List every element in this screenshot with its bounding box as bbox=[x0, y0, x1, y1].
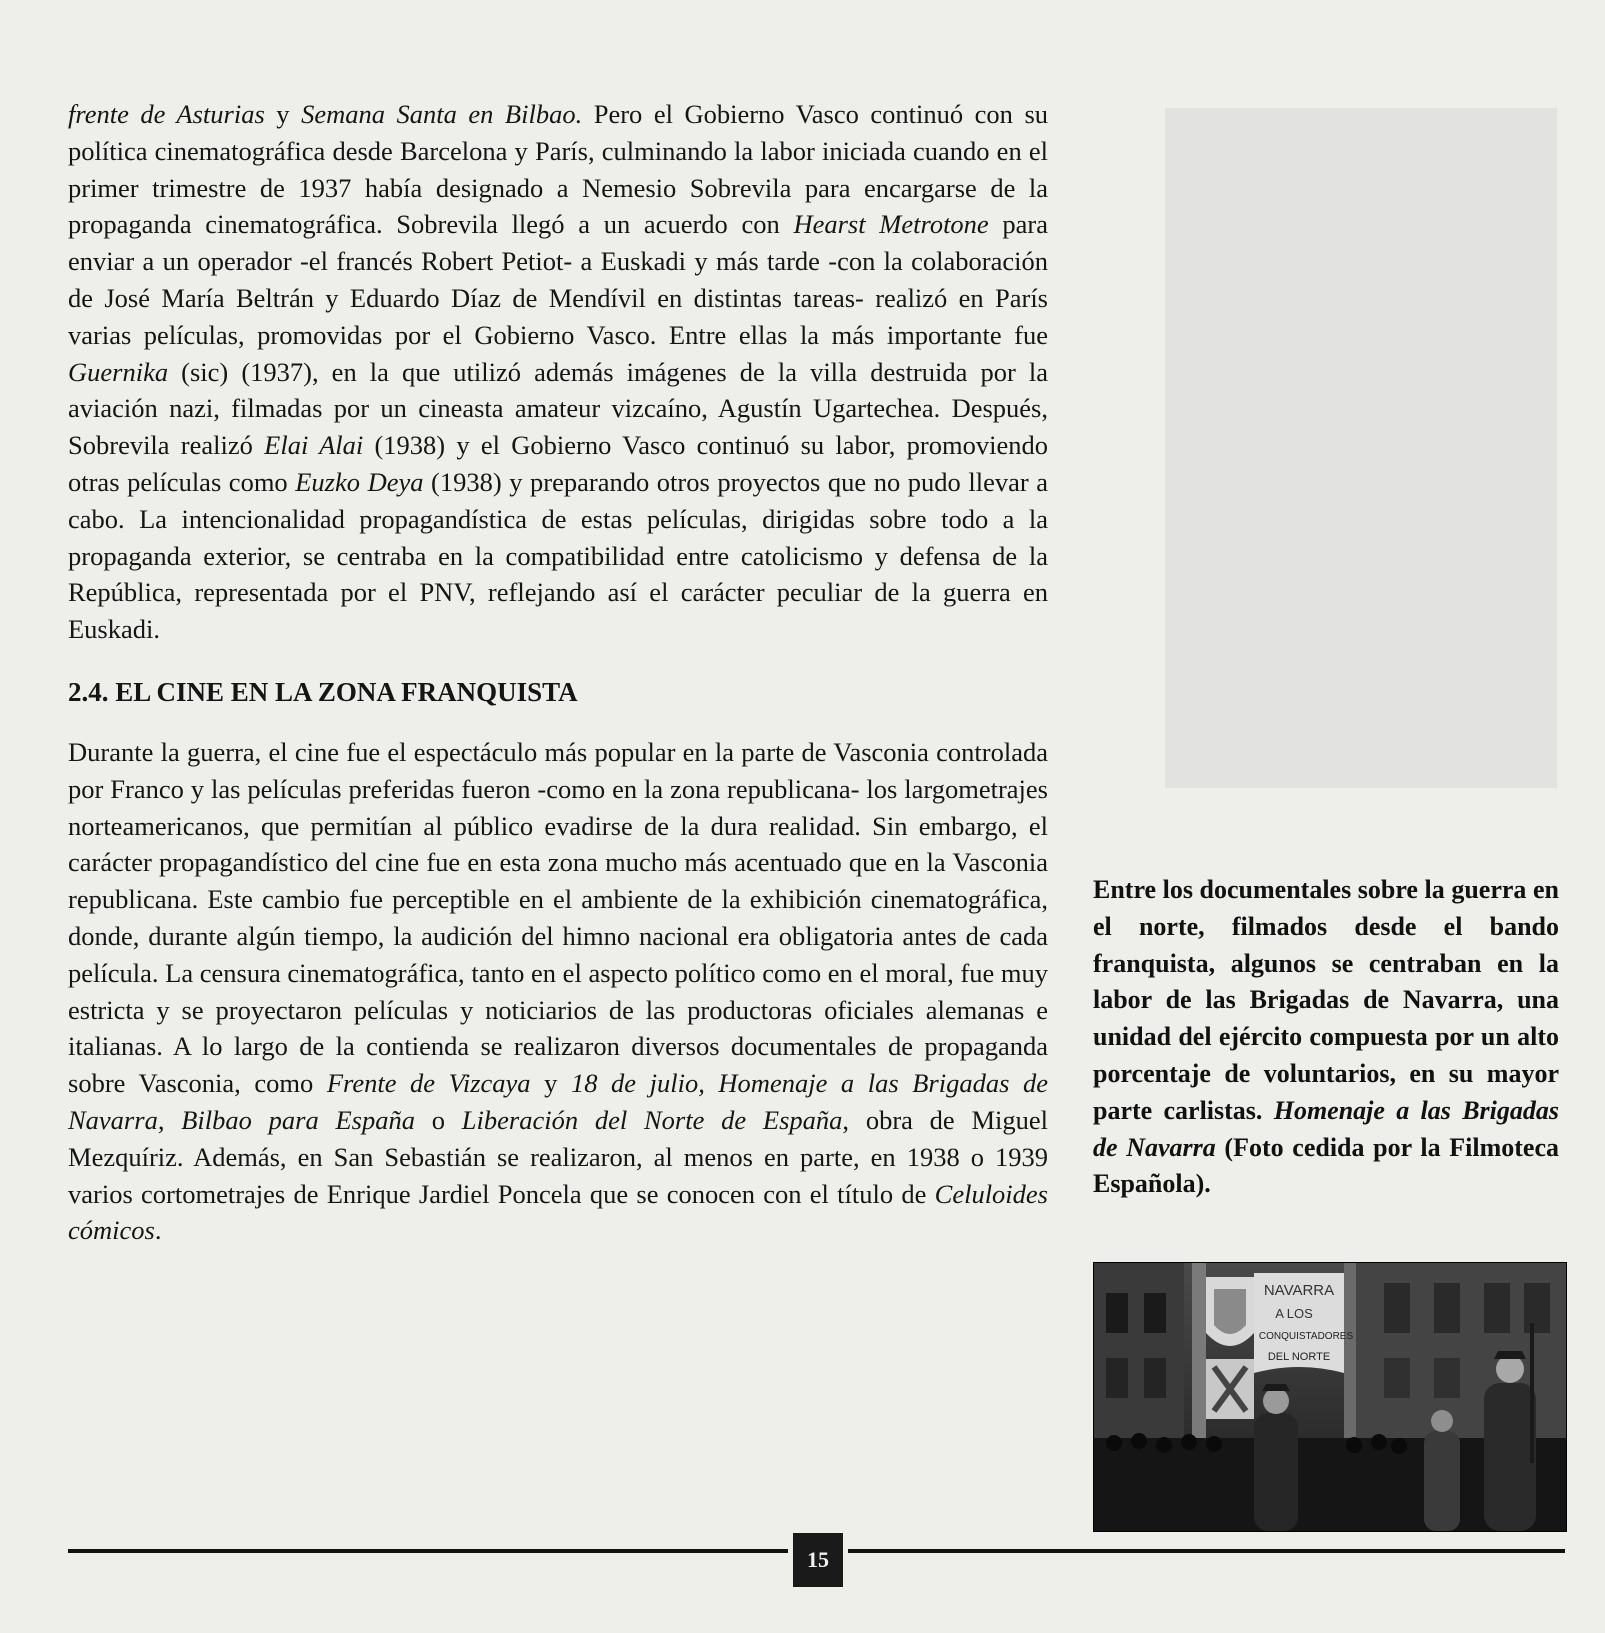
paragraph2-run: 18 de julio, Homenaje a las Brigadas de Navarra, Bilbao para España bbox=[68, 1068, 1048, 1135]
paragraph1-run: Semana Santa en Bilbao. bbox=[301, 99, 583, 129]
footer-rule-left bbox=[68, 1549, 788, 1553]
paragraph1-run: frente de Asturias bbox=[68, 99, 265, 129]
paragraph1-run: para enviar a un operador -el francés Robert Petiot- a Euskadi y más tarde -con la colaboración de José María Beltrán y Eduardo Díaz de Mendívil en distintas tareas- realizó en París varias películas, promovidas por el Gobierno Vasco. Entre ellas la más importante fue bbox=[68, 209, 1049, 350]
page-number: 15 bbox=[793, 1533, 843, 1587]
banner-text-4: DEL NORTE bbox=[1267, 1351, 1331, 1363]
footer-rule-right bbox=[848, 1549, 1565, 1553]
paragraph1-run: (1938) y preparando otros proyectos que no pudo llevar a cabo. La intencionalidad propagandística de estas películas, dirigidas sobre todo a la propaganda exterior, se centraba en la compatibilidad entre catolicismo y defensa de la República, representada por el PNV, reflejando así el carácter peculiar de la guerra en Euskadi. bbox=[68, 466, 1048, 645]
caption-run: (Foto cedida por la Filmoteca Española). bbox=[1093, 1132, 1560, 1199]
paragraph2-run: , obra de Miguel Mezquíriz. Además, en San Sebastián se realizaron, al menos en parte, en 1938 o 1939 varios cortometrajes de Enrique Jardiel Poncela que se conocen con el título de bbox=[68, 1104, 1049, 1209]
paragraph1-run: (1938) y el Gobierno Vasco continuó su labor, promoviendo otras películas como bbox=[68, 430, 1048, 497]
photo-illustration bbox=[1094, 1263, 1566, 1531]
caption-run: Entre los documentales sobre la guerra en el norte, filmados desde el bando franquista, algunos se centraban en la labor de las Brigadas de Navarra, una unidad del ejército compuesta por un alto porcentaje de voluntarios, en su mayor parte carlistas. bbox=[1093, 875, 1559, 1125]
paragraph1-run: Hearst Metrotone bbox=[793, 209, 989, 240]
historical-photo bbox=[1093, 1262, 1567, 1532]
paragraph1-run: Euzko Deya bbox=[295, 466, 424, 497]
paragraph2-run: . bbox=[154, 1215, 162, 1246]
paragraph-2 bbox=[68, 734, 1048, 1249]
main-column bbox=[68, 96, 1048, 1249]
banner-text-1: NAVARRA bbox=[1263, 1282, 1335, 1299]
paragraph1-run: (sic) (1937), en la que utilizó además imágenes de la villa destruida por la aviación nazi, filmadas por un cineasta amateur vizcaíno, Agustín Ugartechea. Después, Sobrevila realizó bbox=[68, 356, 1048, 461]
paragraph2-run: Celuloides cómicos bbox=[68, 1178, 1048, 1246]
paragraph1-run: y bbox=[264, 99, 302, 129]
paragraph2-run: o bbox=[414, 1104, 462, 1135]
photo-caption bbox=[1093, 872, 1559, 1203]
paragraph1-run: Pero el Gobierno Vasco continuó con su política cinematográfica desde Barcelona y París, culminando la labor iniciada cuando en el primer trimestre de 1937 había designado a Nemesio Sobrevila para encargarse de la propaganda cinematográfica. Sobrevila llegó a un acuerdo con bbox=[68, 99, 1049, 240]
paragraph2-run: Frente de Vizcaya bbox=[326, 1068, 531, 1099]
banner-text-3: CONQUISTADORES bbox=[1258, 1331, 1354, 1342]
paragraph1-run: Guernika bbox=[68, 356, 169, 387]
paragraph2-run: Durante la guerra, el cine fue el espectáculo más popular en la parte de Vasconia controlada por Franco y las películas preferidas fueron -como en la zona republicana- los largometrajes norteamericanos, que permitían al público evadirse de la dura realidad. Sin embargo, el carácter propagandístico del cine fue en esta zona mucho más acentuado que en la Vasconia republicana. Este cambio fue perceptible en el ambiente de la exhibición cinematográfica, donde, durante algún tiempo, la audición del himno nacional era obligatoria antes de cada película. La censura cinematográfica, tanto en el aspecto político como en el moral, fue muy estricta y se proyectaron películas y noticiarios de las productoras oficiales alemanas e italianas. A lo largo de la contienda se realizaron diversos documentales de propaganda sobre Vasconia, como bbox=[68, 736, 1048, 1099]
paragraph-1 bbox=[68, 96, 1048, 648]
section-heading: 2.4. EL CINE EN LA ZONA FRANQUISTA bbox=[68, 676, 578, 707]
caption-run: Homenaje a las Brigadas de Navarra bbox=[1093, 1095, 1559, 1162]
show-through-background bbox=[1165, 108, 1557, 788]
paragraph2-run: y bbox=[530, 1068, 571, 1099]
banner-text-2: A LOS bbox=[1275, 1306, 1313, 1321]
paragraph1-run: Elai Alai bbox=[264, 430, 364, 461]
paragraph2-run: Liberación del Norte de España bbox=[461, 1104, 843, 1135]
